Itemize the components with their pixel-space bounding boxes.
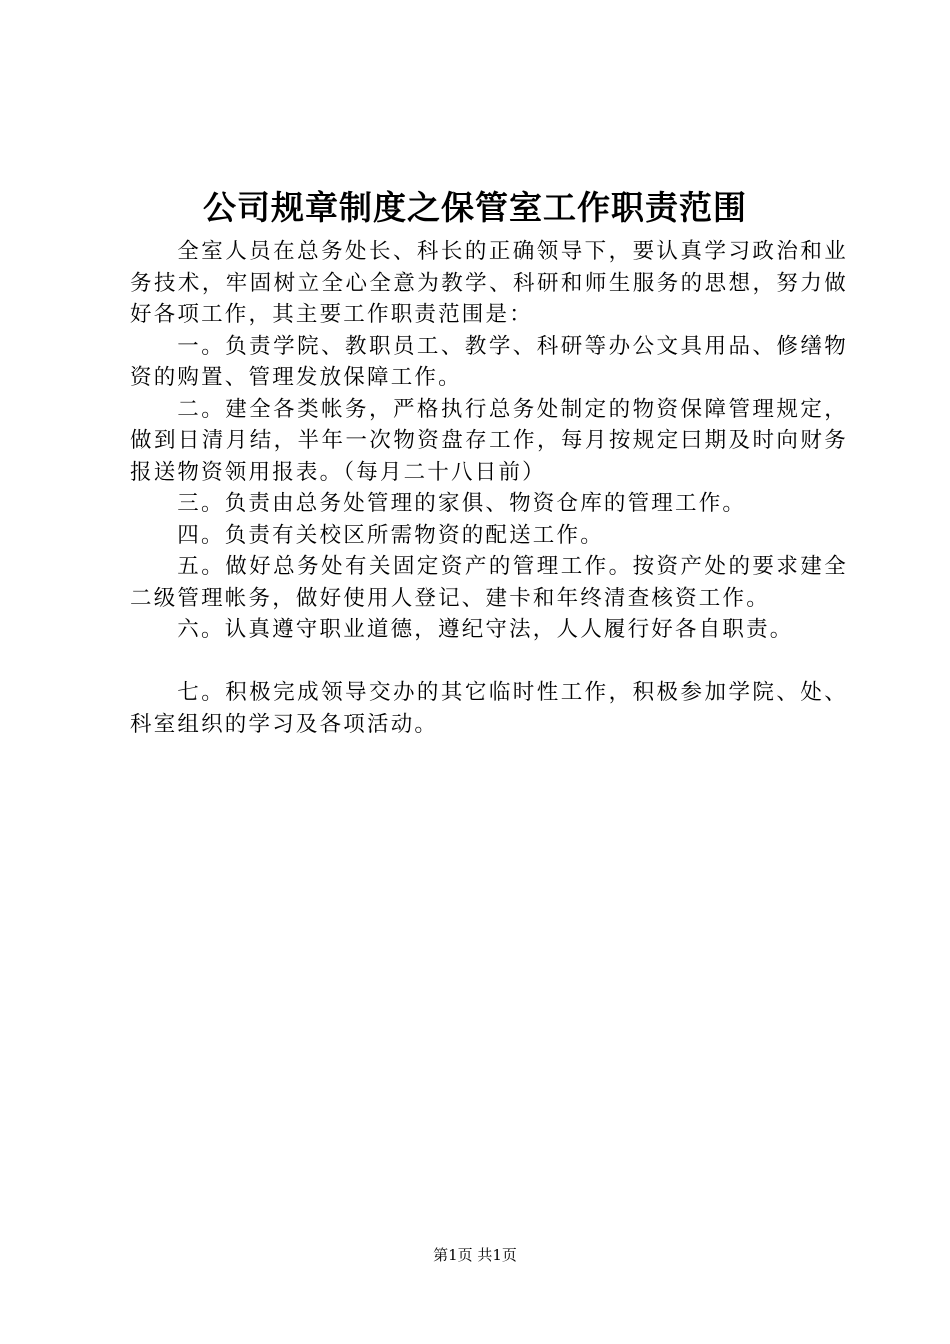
paragraph-item-7: 七。积极完成领导交办的其它临时性工作，积极参加学院、处、科室组织的学习及各项活动。	[130, 680, 848, 737]
paragraph-item-5: 五。做好总务处有关固定资产的管理工作。按资产处的要求建全二级管理帐务，做好使用人登记、建卡和年终清查核资工作。	[130, 554, 848, 611]
paragraph-item-2: 二。建全各类帐务，严格执行总务处制定的物资保障管理规定，做到日清月结，半年一次物资盘存工作，每月按规定曰期及时向财务报送物资领用报表。（每月二十八日前）	[130, 396, 848, 485]
paragraph-item-4: 四。负责有关校区所需物资的配送工作。	[177, 522, 604, 548]
page-footer: 第1页 共1页	[433, 1246, 517, 1264]
paragraph-intro: 全室人员在总务处长、科长的正确领导下，要认真学习政治和业务技术，牢固树立全心全意为教学、科研和师生服务的思想，努力做好各项工作，其主要工作职责范围是：	[130, 239, 848, 327]
document-title: 公司规章制度之保管室工作职责范围	[203, 188, 747, 227]
document-body	[130, 236, 848, 740]
paragraph-item-1: 一。负责学院、教职员工、教学、科研等办公文具用品、修缮物资的购置、管理发放保障工作。	[130, 333, 848, 390]
paragraph-item-6: 六。认真遵守职业道德，遵纪守法，人人履行好各自职责。	[177, 617, 794, 642]
paragraph-item-3: 三。负责由总务处管理的家俱、物资仓库的管理工作。	[177, 491, 747, 516]
